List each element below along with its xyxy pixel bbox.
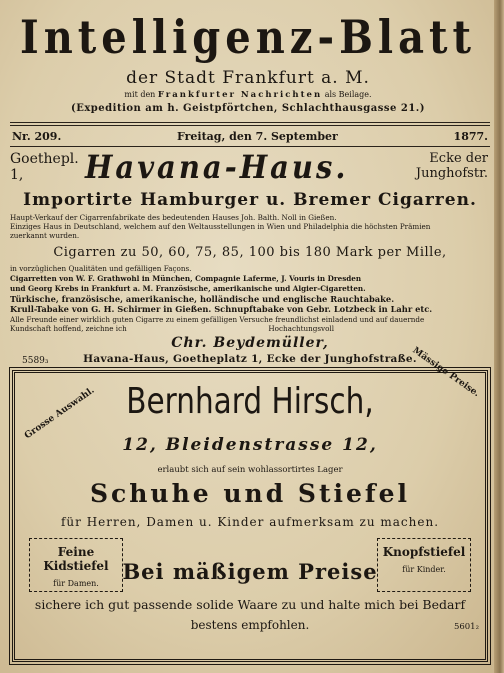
shoes-headline: Schuhe und Stiefel <box>89 479 411 508</box>
supplement-name: Frankfurter Nachrichten <box>157 90 323 100</box>
divider-rule <box>10 122 490 123</box>
issue-year: 1877. <box>453 130 488 143</box>
havana-haus-ad <box>10 148 490 366</box>
ad-text-line: Haupt-Verkauf der Cigarrenfabrikate des bedeutenden Hauses Joh. Balth. Noll in Gießen. <box>10 213 337 222</box>
issue-date: Freitag, den 7. September <box>177 130 338 143</box>
ad-location-right <box>416 151 488 181</box>
supplement-prefix: mit den <box>124 90 156 99</box>
hirsch-name: Bernhard Hirsch, <box>126 381 374 422</box>
side-box-sub: für Damen. <box>53 579 99 588</box>
location-line: Ecke der <box>429 151 488 166</box>
price-slogan: Bei mäßigem Preise <box>122 559 378 584</box>
issue-number: Nr. 209. <box>12 130 62 143</box>
masthead-subtitle: der Stadt Frankfurt a. M. <box>126 68 370 88</box>
tobacco-line: Türkische, französische, amerikanische, holländische und englische Rauchtabake. <box>10 294 395 304</box>
location-line: Junghofstr. <box>415 166 488 181</box>
signature: Chr. Beydemüller, <box>171 335 329 351</box>
masthead-title: Intelligenz-Blatt <box>20 10 476 65</box>
tobacco-line: Krull-Tabake von G. H. Schirmer in Gießen. Schnupftabake von Gebr. Lotzbeck in Lahr etc. <box>10 304 433 314</box>
assurance-line: sichere ich gut passende solide Waare zu und halte mich bei Bedarf <box>34 597 466 612</box>
hirsch-address: 12, Bleidenstrasse 12, <box>122 435 378 455</box>
hirsch-intro: erlaubt sich auf sein wohlassortirtes Lager <box>157 465 343 475</box>
havana-address: Havana-Haus, Goetheplatz 1, Ecke der Junghofstraße. <box>83 353 417 365</box>
quality-line: in vorzüglichen Qualitäten und gefälligen Façons. <box>10 264 192 273</box>
divider-rule <box>10 146 490 147</box>
cigarette-agents-line: Cigarretten von W. F. Grathwohl in München, Compagnie Laferme, J. Vouris in Dresden <box>10 274 362 283</box>
closing-line: Alle Freunde einer wirklich guten Cigarre zu einem gefälligen Versuche freundlichst einladend und auf dauernde <box>10 315 425 324</box>
location-line: Goethepl. <box>10 151 79 167</box>
ad-location-left <box>10 151 79 183</box>
location-line: 1, <box>10 167 24 183</box>
cigarette-agents-line: und Georg Krebs in Frankfurt a. M. Französische, amerikanische und Algier-Cigaretten. <box>10 284 366 293</box>
page-edge <box>494 0 504 673</box>
expedition-line: (Expedition am h. Geistpförtchen, Schlachthausgasse 21.) <box>70 103 426 114</box>
supplement-suffix: als Beilage. <box>324 90 372 99</box>
ad-text-line: zuerkannt wurden. <box>10 231 80 240</box>
cigar-price-line: Cigarren zu 50, 60, 75, 85, 100 bis 180 Mark per Mille, <box>53 245 447 260</box>
closing-line: bestens empfohlen. <box>190 618 310 632</box>
side-box-sub: für Kinder. <box>402 565 446 574</box>
havana-haus-title: Havana-Haus. <box>85 148 349 186</box>
divider-rule <box>10 125 490 126</box>
ad-reference-number: 5601₂ <box>453 622 479 632</box>
corner-label-right: Mässige Preise. <box>410 345 481 400</box>
closing-line: Kundschaft hoffend, zeichne ich Hochachtungsvoll <box>10 324 335 333</box>
side-box-title: Feine Kidstiefel <box>43 545 109 573</box>
ad-text-line: Einziges Haus in Deutschland, welchem auf den Weltausstellungen in Wien und Philadelphia die höchsten Prämien <box>10 222 431 231</box>
audience-line: für Herren, Damen u. Kinder aufmerksam zu machen. <box>60 515 440 529</box>
masthead-supplement <box>6 90 490 100</box>
cigar-headline: Importirte Hamburger u. Bremer Cigarren. <box>23 190 477 210</box>
corner-label-left: Grosse Auswahl. <box>23 385 97 442</box>
ad-reference-number: 5589₃ <box>22 356 49 366</box>
side-box-title: Knopfstiefel <box>382 545 466 559</box>
